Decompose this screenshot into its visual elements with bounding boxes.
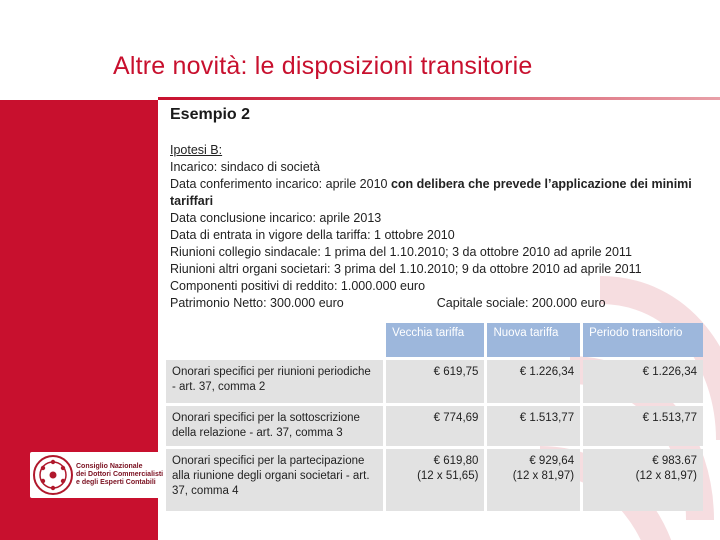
conclusione-line: Data conclusione incarico: aprile 2013 xyxy=(170,211,382,225)
case-description xyxy=(170,142,700,312)
table-header-new: Nuova tariffa xyxy=(487,323,580,357)
conferimento-line xyxy=(170,176,700,210)
row-new-value: € 929,64 xyxy=(529,455,575,467)
row-label: Onorari specifici per la partecipazione alla riunione degli organi societari - art. 37, comma 4 xyxy=(166,449,383,511)
logo-line-3: e degli Esperti Contabili xyxy=(76,479,156,486)
incarico-line: Incarico: sindaco di società xyxy=(170,160,321,174)
row-new-detail: (12 x 81,97) xyxy=(512,470,575,482)
table-header-row xyxy=(166,323,703,357)
row-label: Onorari specifici per la sottoscrizione della relazione - art. 37, comma 3 xyxy=(166,406,383,446)
row-transitional-value: € 983.67 xyxy=(652,455,697,467)
fees-table-container xyxy=(163,320,706,500)
logo-text xyxy=(76,463,163,487)
page-title: Altre novità: le disposizioni transitorie xyxy=(113,52,533,80)
table-row xyxy=(166,406,703,446)
componenti-line: Componenti positivi di reddito: 1.000.000 euro xyxy=(170,279,426,293)
row-transitional-cell xyxy=(583,449,703,511)
logo-emblem-icon xyxy=(32,454,74,496)
row-transitional-value: € 1.513,77 xyxy=(583,406,703,446)
conferimento-bold-text: con delibera che prevede l’applicazione dei minimi tariffari xyxy=(170,177,692,208)
entrata-line: Data di entrata in vigore della tariffa: 1 ottobre 2010 xyxy=(170,228,455,242)
table-header-transitional: Periodo transitorio xyxy=(583,323,703,357)
row-label: Onorari specifici per riunioni periodiche - art. 37, comma 2 xyxy=(166,360,383,403)
table-row xyxy=(166,449,703,511)
table-header-empty xyxy=(166,323,383,357)
row-new-value: € 1.226,34 xyxy=(487,360,580,403)
case-heading: Ipotesi B: xyxy=(170,143,223,157)
row-new-cell xyxy=(487,449,580,511)
riunioni-altri-line: Riunioni altri organi societari: 3 prima del 1.10.2010; 9 da ottobre 2010 ad aprile 2011 xyxy=(170,262,642,276)
patrimonio-capitale-line xyxy=(170,295,700,312)
row-old-value: € 619,80 xyxy=(433,455,479,467)
row-transitional-value: € 1.226,34 xyxy=(583,360,703,403)
row-transitional-detail: (12 x 81,97) xyxy=(635,470,697,482)
row-old-value: € 619,75 xyxy=(386,360,484,403)
row-new-value: € 1.513,77 xyxy=(487,406,580,446)
riunioni-collegio-line: Riunioni collegio sindacale: 1 prima del 1.10.2010; 3 da ottobre 2010 ad aprile 2011 xyxy=(170,245,632,259)
row-old-cell xyxy=(386,449,484,511)
table-row xyxy=(166,360,703,403)
fees-table xyxy=(163,320,706,514)
slide-subtitle: Esempio 2 xyxy=(170,106,251,123)
organization-logo xyxy=(30,452,165,498)
logo-line-1: Consiglio Nazionale xyxy=(76,463,143,470)
row-old-detail: (12 x 51,65) xyxy=(417,470,479,482)
logo-line-2: dei Dottori Commercialisti xyxy=(76,471,164,478)
capitale-text: Capitale sociale: 200.000 euro xyxy=(436,296,606,310)
row-old-value: € 774,69 xyxy=(386,406,484,446)
conferimento-text: Data conferimento incarico: aprile 2010 xyxy=(170,177,391,191)
patrimonio-text: Patrimonio Netto: 300.000 euro xyxy=(170,296,344,310)
table-header-old: Vecchia tariffa xyxy=(386,323,484,357)
